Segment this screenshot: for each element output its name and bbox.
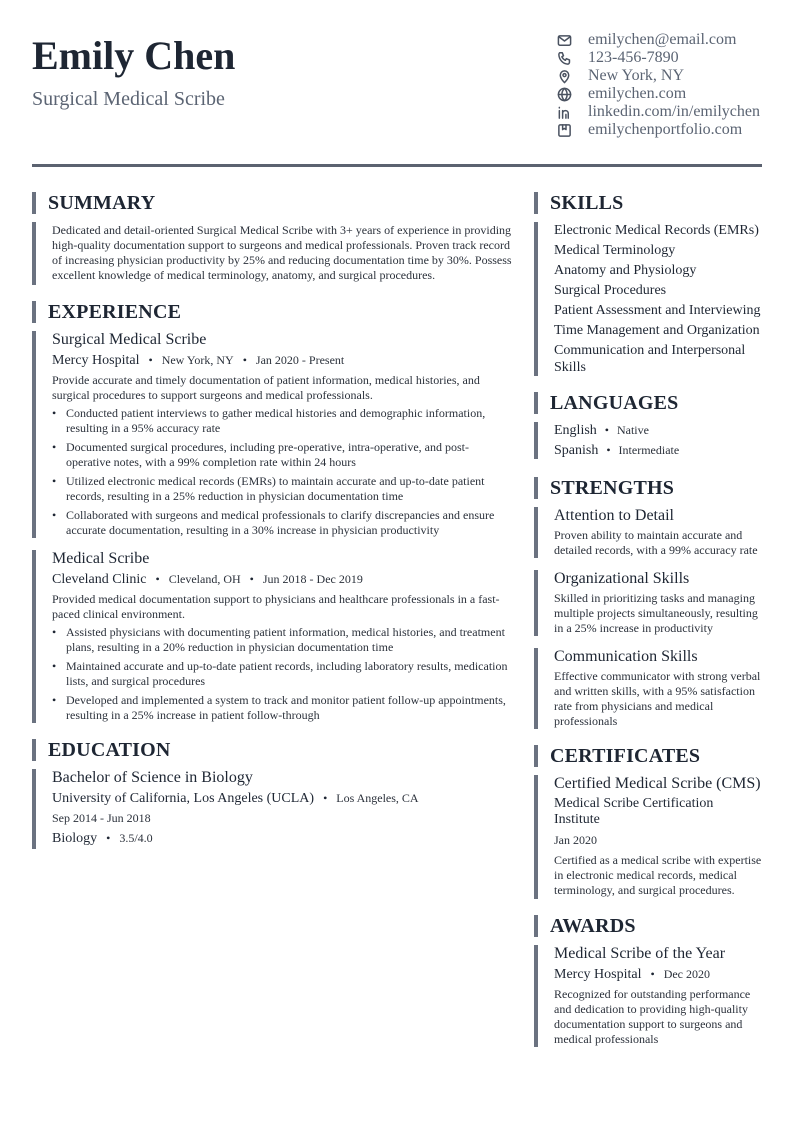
separator-dot: • xyxy=(604,423,609,437)
languages-block xyxy=(534,422,762,459)
education-entry xyxy=(32,769,512,849)
summary-heading: SUMMARY xyxy=(32,192,512,214)
job-org: Cleveland Clinic xyxy=(52,572,147,587)
skill-item: Medical Terminology xyxy=(554,243,676,258)
header-divider xyxy=(32,164,762,167)
portfolio-icon xyxy=(556,122,572,138)
globe-icon xyxy=(556,86,572,102)
contact-linkedin-text: linkedin.com/in/emilychen xyxy=(588,103,760,120)
main-column xyxy=(32,192,512,849)
language-item xyxy=(554,442,762,459)
skill-item: Surgical Procedures xyxy=(554,283,667,298)
job-description: Provide accurate and timely documentation of patient information, medical histories, and surgical procedures to support surgeons and medical professionals. xyxy=(52,373,480,402)
languages-heading: LANGUAGES xyxy=(534,392,762,414)
job-description: Provided medical documentation support to physicians and healthcare professionals in a fast-paced clinical environment. xyxy=(52,592,500,621)
education-field xyxy=(52,830,512,849)
degree: Bachelor of Science in Biology xyxy=(52,769,253,786)
job-dates: Jun 2018 - Dec 2019 xyxy=(262,572,363,586)
contact-email-text: emilychen@email.com xyxy=(588,31,737,48)
strength-entry xyxy=(534,648,762,729)
strength-description: Proven ability to maintain accurate and detailed records, with a 99% accuracy rate xyxy=(554,528,758,557)
gpa: 3.5/4.0 xyxy=(119,831,153,845)
strength-entry xyxy=(534,570,762,636)
language-level: Native xyxy=(616,423,649,437)
award-entry xyxy=(534,945,762,1047)
job-meta xyxy=(52,352,512,369)
summary-text: Dedicated and detail-oriented Surgical Medical Scribe with 3+ years of experience in providing high-quality documentation support to surgeons and medical professionals. Proven track record of increasing physician productivity by 25% and reducing documentation time by 30%. Possess excellent knowledge of medical terminology, anatomy, and surgical procedures. xyxy=(52,223,512,282)
certificate-entry xyxy=(534,775,762,899)
bullet-item: • Collaborated with surgeons and medical professionals to clarify discrepancies and ensure accurate documentation, resulting in a 30% increase in physician productivity xyxy=(52,508,512,538)
language-level: Intermediate xyxy=(618,443,680,457)
separator-dot: • xyxy=(242,353,247,367)
school-name: University of California, Los Angeles (UCLA) xyxy=(52,791,315,806)
summary-block xyxy=(32,222,512,285)
job-title: Medical Scribe xyxy=(52,550,150,567)
strength-description: Effective communicator with strong verbal and written skills, with a 95% satisfaction rate from physicians and medical professionals xyxy=(554,669,761,728)
bullet-item: • Developed and implemented a system to track and monitor patient follow-up appointments, resulting in a 25% increase in patient follow-through xyxy=(52,693,512,723)
language-name: Spanish xyxy=(554,443,599,458)
award-date: Dec 2020 xyxy=(663,967,711,981)
certificate-description: Certified as a medical scribe with expertise in electronic medical records, medical terminology, and surgical procedures. xyxy=(554,853,762,897)
strength-description: Skilled in prioritizing tasks and managing multiple projects simultaneously, resulting in a 25% increase in productivity xyxy=(554,591,758,635)
skills-block xyxy=(534,222,762,376)
resume-header xyxy=(32,30,762,164)
strength-title: Organizational Skills xyxy=(554,570,690,587)
award-description: Recognized for outstanding performance and dedication to providing high-quality documentation support to surgeons and medical professionals xyxy=(554,987,751,1046)
separator-dot: • xyxy=(148,353,153,367)
strength-entry xyxy=(534,507,762,558)
field-of-study: Biology xyxy=(52,831,98,846)
side-column xyxy=(534,192,762,1047)
skill-item: Patient Assessment and Interviewing xyxy=(554,303,761,318)
job-entry xyxy=(32,550,512,723)
separator-dot: • xyxy=(650,967,655,981)
strength-title: Attention to Detail xyxy=(554,507,674,524)
skills-heading: SKILLS xyxy=(534,192,762,214)
experience-heading: EXPERIENCE xyxy=(32,301,512,323)
skill-item: Electronic Medical Records (EMRs) xyxy=(554,223,759,238)
contact-linkedin[interactable] xyxy=(556,103,766,121)
separator-dot: • xyxy=(106,831,111,845)
education-dates: Sep 2014 - Jun 2018 xyxy=(52,811,151,825)
job-location: New York, NY xyxy=(161,353,234,367)
language-item xyxy=(554,422,762,439)
certificates-heading: CERTIFICATES xyxy=(534,745,762,767)
phone-icon xyxy=(556,50,572,66)
job-dates: Jan 2020 - Present xyxy=(255,353,345,367)
linkedin-icon xyxy=(556,104,572,120)
skill-item: Anatomy and Physiology xyxy=(554,263,697,278)
bullet-item: • Utilized electronic medical records (EMRs) to maintain accurate and up-to-date patient records, resulting in a 25% reduction in physician documentation time xyxy=(52,474,512,504)
education-meta xyxy=(52,790,512,807)
contact-website-text: emilychen.com xyxy=(588,85,687,102)
strength-title: Communication Skills xyxy=(554,648,698,665)
award-org: Mercy Hospital xyxy=(554,967,642,982)
education-heading: EDUCATION xyxy=(32,739,512,761)
job-location: Cleveland, OH xyxy=(168,572,241,586)
strengths-heading: STRENGTHS xyxy=(534,477,762,499)
certificate-issuer: Medical Scribe Certification Institute xyxy=(554,796,714,827)
job-bullets xyxy=(52,406,512,538)
job-entry xyxy=(32,331,512,538)
award-meta xyxy=(554,966,762,983)
location-icon xyxy=(556,68,572,84)
award-title: Medical Scribe of the Year xyxy=(554,945,726,962)
contact-email[interactable] xyxy=(556,31,766,49)
separator-dot: • xyxy=(323,791,328,805)
separator-dot: • xyxy=(155,572,160,586)
job-meta xyxy=(52,571,512,588)
bullet-item: • Assisted physicians with documenting patient information, medical histories, and treatment plans, resulting in a 20% reduction in physician documentation time xyxy=(52,625,512,655)
contact-phone[interactable] xyxy=(556,49,766,67)
skill-item: Communication and Interpersonal Skills xyxy=(554,343,746,375)
contact-portfolio-text: emilychenportfolio.com xyxy=(588,121,743,138)
bullet-item: • Conducted patient interviews to gather medical histories and demographic information, resulting in a 95% accuracy rate xyxy=(52,406,512,436)
job-title: Surgical Medical Scribe xyxy=(52,331,207,348)
certificate-date: Jan 2020 xyxy=(554,833,597,847)
awards-heading: AWARDS xyxy=(534,915,762,937)
skill-item: Time Management and Organization xyxy=(554,323,760,338)
candidate-title: Surgical Medical Scribe xyxy=(32,88,225,110)
bullet-item: • Maintained accurate and up-to-date patient records, including laboratory results, medication lists, and surgical procedures xyxy=(52,659,512,689)
contact-location xyxy=(556,67,766,85)
contact-website[interactable] xyxy=(556,85,766,103)
contact-location-text: New York, NY xyxy=(588,67,685,84)
email-icon xyxy=(556,32,572,48)
contact-portfolio[interactable] xyxy=(556,121,766,139)
candidate-name: Emily Chen xyxy=(32,33,236,78)
separator-dot: • xyxy=(606,443,611,457)
school-location: Los Angeles, CA xyxy=(336,791,419,805)
separator-dot: • xyxy=(249,572,254,586)
language-name: English xyxy=(554,423,597,438)
job-bullets xyxy=(52,625,512,723)
contact-phone-text: 123-456-7890 xyxy=(588,49,679,66)
bullet-item: • Documented surgical procedures, including pre-operative, intra-operative, and post-operative notes, with a 99% completion rate within 24 hours xyxy=(52,440,512,470)
contact-list xyxy=(556,31,766,139)
certificate-title: Certified Medical Scribe (CMS) xyxy=(554,775,761,792)
job-org: Mercy Hospital xyxy=(52,353,140,368)
